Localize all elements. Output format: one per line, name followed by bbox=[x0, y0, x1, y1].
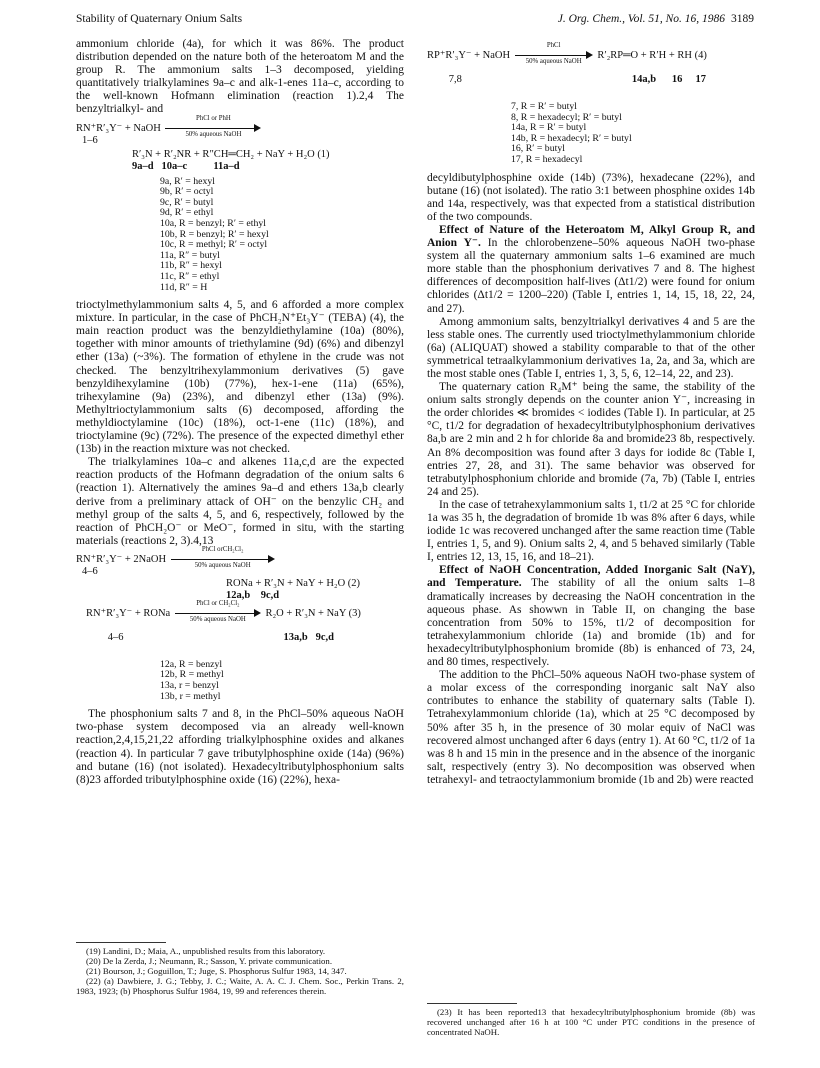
compound-definitions bbox=[511, 102, 755, 166]
running-title: Stability of Quaternary Onium Salts bbox=[76, 13, 243, 25]
reaction-arrow bbox=[175, 599, 261, 623]
definition-item: 12a, R = benzyl bbox=[160, 658, 223, 670]
arrow-condition-above: PhCl bbox=[546, 42, 561, 50]
left-column bbox=[76, 38, 404, 787]
definition-item: 13b, r = methyl bbox=[160, 690, 221, 702]
journal-name: J. Org. Chem., Vol. 51, No. 16, 1986 bbox=[557, 13, 725, 25]
arrow-condition-below: 50% aqueous NaOH bbox=[194, 561, 251, 569]
paragraph: The phosphonium salts 7 and 8, in the PhCl–50% aqueous NaOH two-phase system decomposed via an already well-known reaction,2,4,15,21,22 affording trialkylphosphine oxides and alkanes (reaction 4). In particular 7 gave tributylphosphine oxide (14a) (96%) and butane (16) (not isolated). Hexadecyltributylphosphonium salts (8)23 afforded tributylphosphine oxide (16) (22%), hexa- bbox=[76, 708, 404, 786]
definition-item: 8, R = hexadecyl; R′ = butyl bbox=[511, 111, 622, 123]
reaction-1 bbox=[76, 114, 404, 173]
paragraph: The addition to the PhCl–50% aqueous NaOH two-phase system of a molar excess of the corresponding inorganic salt NaY also contributes to enhance the stability of quaternary salts (Table I). Tetrahexylammonium chloride (1a), which at 25 °C decomposed by 50% after 35 h, in the presence of 30 molar equiv of NaCl was recovered almost unchanged after 6 days (entry 1). At 60 °C, t1/2 of 1a was 8 h and 15 min in the presence and in the absence of the inorganic salt, respectively (entry 3). No decomposition was observed when tetrahexyl- and tetraoctylammonium bromide (1b and 2b) were reacted bbox=[427, 669, 755, 786]
reaction-reactants: RP⁺R′₃Y⁻ + NaOH bbox=[427, 50, 511, 61]
paragraph: decyldibutylphosphine oxide (14b) (73%), hexadecane (22%), and butane (16) (not isolated). The ratio 3:1 between phosphine oxides 14b and 14a, respectively, was that expected from a statistical distribution of the two compounds. bbox=[427, 171, 755, 223]
reaction-products: R′₂RP═O + R′H + RH (4) bbox=[597, 50, 707, 61]
definition-item: 10c, R = methyl; R′ = octyl bbox=[160, 239, 268, 251]
product-labels: 14a,b 16 17 bbox=[631, 74, 706, 85]
section-heading: Effect of NaOH Concentration, Added Inorganic Salt (NaY), and Temperature. bbox=[427, 564, 755, 590]
definition-item: 12b, R = methyl bbox=[160, 669, 224, 681]
definition-item: 11b, R″ = hexyl bbox=[160, 260, 223, 272]
reaction-products: R′₃N + R′₂NR + R″CH═CH₂ + NaY + H₂O (1) bbox=[132, 148, 330, 160]
paragraph-body: In the chlorobenzene–50% aqueous NaOH two-phase system all the quaternary ammonium salts 1–6 examined are much more stable than the phosphonium derivatives 7 and 8. The highest differences of decomposition half-lives (Δt1/2) were found for onium chlorides (Δt1/2 = 1200–220) (Table I, entries 1, 14, 15, 18, 22, 24, and 27). bbox=[427, 237, 755, 315]
definition-item: 10a, R = benzyl; R′ = ethyl bbox=[160, 217, 266, 229]
arrow-condition-below: 50% aqueous NaOH bbox=[185, 130, 242, 138]
definition-item: 7, R = R′ = butyl bbox=[511, 101, 577, 112]
footnote: (23) It has been reported13 that hexadecyltributylphosphonium bromide (8b) was recovered unchanged after 16 h at 100 °C under PTC conditions in the presence of concentrated NaOH. bbox=[427, 1007, 755, 1037]
paragraph: The trialkylamines 10a–c and alkenes 11a,c,d are the expected reaction products of the Hofmann degradation of the onium salts 6 (reaction 1). Alternatively the amines 9a–d and ethers 13a,b clearly derive from a preliminary attack of OH⁻ on the benzylic CH₂ and methyl group of the salts 4, 5, and 6, respectively, followed by the reaction of PhCH₂O⁻ or MeO⁻, formed in situ, with the starting materials (reactions 2, 3).4,13 bbox=[76, 456, 404, 547]
definition-item: 17, R = hexadecyl bbox=[511, 153, 583, 165]
paragraph bbox=[427, 224, 755, 316]
definition-item: 16, R′ = butyl bbox=[511, 143, 565, 155]
paragraph: trioctylmethylammonium salts 4, 5, and 6 afforded a more complex mixture. In particular, in the case of PhCH₂N⁺Et₃Y⁻ (TEBA) (4), the main reaction product was the benzyldiethylamine (10a) (80%), together with minor amounts of triethylamine (9d) (6%) and dibenzyl ether (13a) (~3%). The formation of ethylene in the crude was not checked. The benzyltrihexylammonium derivatives (5) gave benzyldihexylamine (10b) (77%), hex-1-ene (11a) (65%), trihexylamine (9a) (23%), and dibenzyl ether (13a) (9%). Methyltrioctylammonium salts (6) decomposed, affording the methyldioctylamine (10c) (18%), oct-1-ene (11c) (18%), and trioctylamine (9c) (72%). The presence of the expected dimethyl ether (13b) in the reaction mixture was not checked. bbox=[76, 299, 404, 456]
page-number: 3189 bbox=[731, 13, 754, 25]
footnote-rule bbox=[427, 1003, 517, 1004]
paragraph-body: The stability of all the onium salts 1–8 dramatically increases by decreasing the NaOH concentration in the aqueous phase. As showwn in Table II, on changing the base concentration from 50% to 15%, t1/2 of decomposition for tetrahexylammonium chloride (1a) and bromide (1b) and for hexadecyltributylphosphonium bromide (8b) is enhanced of 73, 24, and 80 times, respectively. bbox=[427, 577, 755, 669]
reaction-products: R₂O + R′₃N + NaY (3) bbox=[265, 607, 361, 619]
reaction-3 bbox=[86, 599, 404, 656]
definition-item: 9a, R′ = hexyl bbox=[160, 175, 216, 187]
compound-definitions bbox=[160, 177, 404, 294]
footnotes-left bbox=[76, 942, 404, 996]
definition-item: 11a, R″ = butyl bbox=[160, 249, 220, 261]
reaction-arrow bbox=[171, 545, 275, 569]
footnote-rule bbox=[76, 942, 166, 943]
reaction-arrow bbox=[515, 42, 593, 66]
reaction-products: RONa + R′₃N + NaY + H₂O (2) bbox=[226, 577, 361, 589]
arrow-condition-above: PhCl or PhH bbox=[196, 114, 231, 122]
section-heading: Effect of Nature of the Heteroatom M, Alkyl Group R, and Anion Y⁻. bbox=[427, 223, 755, 250]
reactant-label: 4–6 bbox=[107, 631, 124, 643]
reactant-label: 7,8 bbox=[448, 74, 462, 85]
running-header bbox=[76, 13, 754, 29]
reaction-reactants: RN⁺R′₃Y⁻ + NaOH bbox=[76, 122, 161, 134]
definition-item: 14a, R = R′ = butyl bbox=[511, 122, 587, 134]
arrow-condition-below: 50% aqueous NaOH bbox=[525, 58, 582, 66]
arrow-condition-above: PhCl orCH₂Cl₂ bbox=[201, 545, 244, 553]
definition-item: 9b, R′ = octyl bbox=[160, 186, 214, 198]
reaction-arrow bbox=[165, 114, 261, 138]
footnote: (20) De la Zerda, J.; Neumann, R.; Sasson, Y. private communication. bbox=[86, 956, 333, 966]
arrow-condition-above: PhCl or CH₂Cl₂ bbox=[196, 599, 240, 607]
footnotes-right bbox=[427, 1003, 755, 1037]
footnote: (19) Landini, D.; Maia, A., unpublished results from this laboratory. bbox=[86, 946, 326, 956]
product-labels: 12a,b 9c,d bbox=[226, 589, 280, 601]
definition-item: 9c, R′ = butyl bbox=[160, 196, 214, 208]
footnote: (21) Bourson, J.; Goguillon, T.; Juge, S. Phosphorus Sulfur 1983, 14, 347. bbox=[86, 966, 347, 976]
paragraph: Among ammonium salts, benzyltrialkyl derivatives 4 and 5 are the less stable ones. The currently used trioctylmethylammonium chloride (6a) (ALIQUAT) showed a stability comparable to that of the other symmetrical tetraalkylammonium derivatives 1a, 2a, and 3a, which are the most stable ones (Table I, entries 1, 3, 5, 6, 12–14, 22, and 23). bbox=[427, 315, 755, 380]
paragraph bbox=[427, 564, 755, 669]
reaction-reactants: RN⁺R′₃Y⁻ + 2NaOH bbox=[76, 553, 167, 565]
product-labels: 9a–d 10a–c 11a–d bbox=[132, 160, 240, 172]
journal-citation bbox=[558, 13, 754, 25]
product-labels: 13a,b 9c,d bbox=[283, 631, 334, 643]
reactant-label: 1–6 bbox=[82, 134, 98, 146]
reaction-reactants: RN⁺R′₃Y⁻ + RONa bbox=[86, 607, 171, 619]
paragraph: The quaternary cation R₄M⁺ being the same, the stability of the onium salts strongly depends on the counter anion Y⁻, increasing in the order chlorides ≪ bromides < iodides (Table I). In particular, at 25 °C, t1/2 for degradation of hexadecyltributylphosphonium derivatives 8a,b are 2 min and 2 h for chloride 8a and bromide23 8b, respectively. An 8% decomposition was found after 3 days for iodide 8c (Table I, entries 27, 28, and 31). The same behavior was observed for tetrabutylphosphonium chloride and bromide (7a, 7b) (Table I, entries 24 and 25). bbox=[427, 381, 755, 498]
reaction-4 bbox=[427, 42, 755, 98]
footnote: (22) (a) Dawbiere, J. G.; Tebby, J. C.; Waite, A. A. C. J. Chem. Soc., Perkin Trans. 2, 1983, 1923; (b) Phosphorus Sulfur 1984, 19, 99 and references therein. bbox=[76, 976, 404, 996]
definition-item: 14b, R = hexadecyl; R′ = butyl bbox=[511, 132, 632, 144]
compound-definitions bbox=[160, 660, 404, 702]
right-column bbox=[427, 38, 755, 787]
definition-item: 11c, R″ = ethyl bbox=[160, 270, 220, 282]
definition-item: 11d, R″ = H bbox=[160, 281, 208, 293]
definition-item: 13a, r = benzyl bbox=[160, 680, 219, 692]
reaction-2 bbox=[76, 545, 404, 602]
definition-item: 9d, R′ = ethyl bbox=[160, 207, 214, 219]
paragraph: ammonium chloride (4a), for which it was 86%. The product distribution depended on the nature both of the heteroatom M and the group R. The ammonium salts 1–3 decomposed, yielding quantitatively trialkylamines 9a–c and alk-1-enes 11a–c, according to the well-known Hofmann elimination (reaction 1).2,4 The benzyltrialkyl- and bbox=[76, 38, 404, 116]
definition-item: 10b, R = benzyl; R′ = hexyl bbox=[160, 228, 269, 240]
arrow-condition-below: 50% aqueous NaOH bbox=[189, 615, 246, 623]
paragraph: In the case of tetrahexylammonium salts 1, t1/2 at 25 °C for chloride 1a was 35 h, the degradation of bromide 1b was 8% after 6 days, while iodide 1c was recovered unchanged after the same reaction time (Table I, entries 1, 5, and 9). Onium salts 2, 4, and 5 behaved similarly (Table I, entries 12, 13, 15, 16, and 18–21). bbox=[427, 498, 755, 564]
reactant-label: 4–6 bbox=[82, 565, 98, 577]
